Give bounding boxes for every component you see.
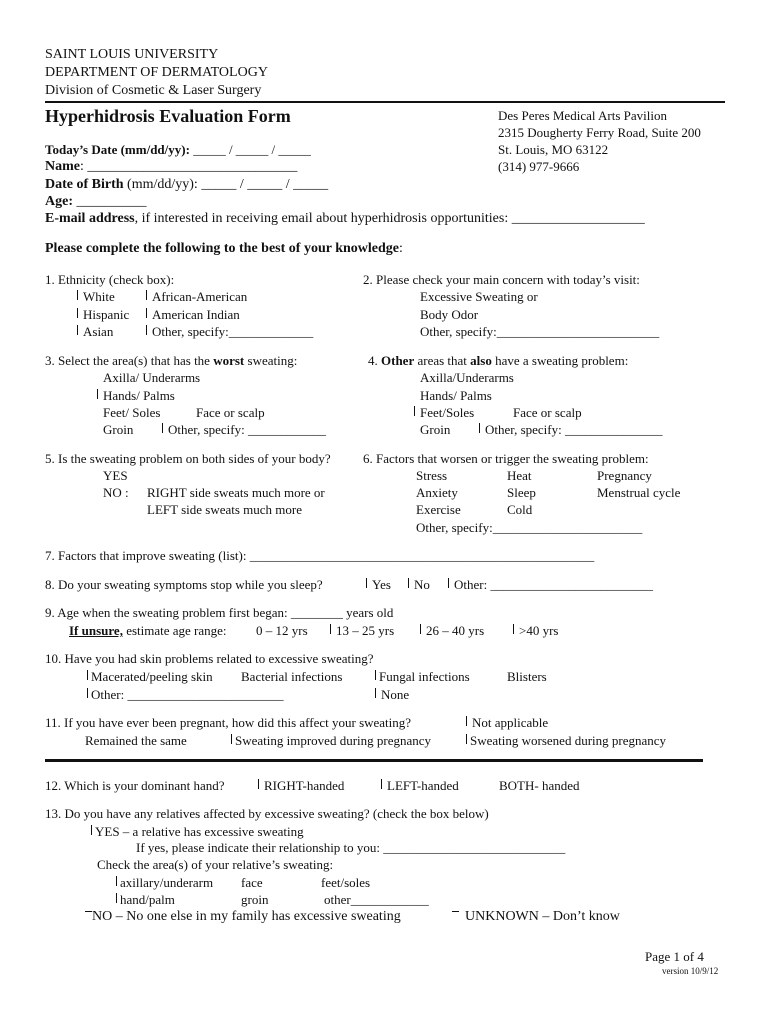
q1-option-hispanic: Hispanic bbox=[83, 307, 130, 322]
q11-option-na: Not applicable bbox=[472, 715, 549, 730]
address-line-2: 2315 Dougherty Ferry Road, Suite 200 bbox=[498, 125, 701, 140]
q3-label-post: sweating: bbox=[244, 353, 298, 368]
q3-label-pre: 3. Select the area(s) that has the bbox=[45, 353, 214, 368]
q4-bold-other: Other bbox=[381, 353, 415, 368]
q13-areas-label: Check the area(s) of your relative’s sweating: bbox=[97, 857, 334, 872]
checkbox[interactable] bbox=[414, 406, 415, 416]
q4-option-face[interactable]: Face or scalp bbox=[513, 405, 582, 420]
q10-option-other[interactable]: Other: ________________________ bbox=[91, 687, 284, 702]
q12-label: 12. Which is your dominant hand? bbox=[45, 778, 225, 793]
q10-option-none: None bbox=[381, 687, 410, 702]
checkbox[interactable] bbox=[231, 734, 232, 744]
q6-option-anxiety[interactable]: Anxiety bbox=[416, 485, 458, 500]
checkbox[interactable] bbox=[116, 876, 117, 886]
version-label: version 10/9/12 bbox=[662, 966, 719, 976]
dob-label: Date of Birth bbox=[45, 177, 124, 192]
q1-option-other[interactable]: Other, specify:_____________ bbox=[152, 324, 314, 339]
q13-option-yes: YES – a relative has excessive sweating bbox=[95, 824, 304, 839]
q11-option-improved: Sweating improved during pregnancy bbox=[235, 733, 432, 748]
q4-option-feet[interactable]: Feet/Soles bbox=[420, 405, 475, 420]
checkbox[interactable] bbox=[87, 688, 88, 698]
q13-area-other[interactable]: other____________ bbox=[324, 892, 429, 907]
checkbox[interactable] bbox=[452, 911, 459, 912]
q4-post: have a sweating problem: bbox=[491, 353, 629, 368]
q3-label-bold: worst bbox=[213, 353, 245, 368]
checkbox[interactable] bbox=[146, 308, 147, 318]
name-field[interactable] bbox=[45, 160, 297, 174]
q8-option-other[interactable]: Other: _________________________ bbox=[454, 577, 653, 592]
checkbox[interactable] bbox=[420, 624, 421, 634]
q4-option-hands[interactable]: Hands/ Palms bbox=[420, 388, 492, 403]
q4-option-groin[interactable]: Groin bbox=[420, 422, 451, 437]
q10-option-bacterial[interactable]: Bacterial infections bbox=[241, 669, 343, 684]
checkbox[interactable] bbox=[85, 911, 92, 912]
q7-label[interactable]: 7. Factors that improve sweating (list): _____________________________________________________ bbox=[45, 548, 595, 563]
q6-option-other[interactable]: Other, specify:_______________________ bbox=[416, 520, 643, 535]
checkbox[interactable] bbox=[479, 423, 480, 433]
q13-area-feet[interactable]: feet/soles bbox=[321, 875, 371, 890]
q1-option-asian: Asian bbox=[83, 324, 114, 339]
checkbox[interactable] bbox=[448, 578, 449, 588]
q6-option-exercise[interactable]: Exercise bbox=[416, 502, 461, 517]
checkbox[interactable] bbox=[77, 308, 78, 318]
q4-label bbox=[368, 354, 628, 367]
q10-option-macerated: Macerated/peeling skin bbox=[91, 669, 213, 684]
q6-label: 6. Factors that worsen or trigger the sweating problem: bbox=[363, 451, 649, 466]
q11-label: 11. If you have ever been pregnant, how did this affect your sweating? bbox=[45, 715, 412, 730]
checkbox[interactable] bbox=[466, 716, 467, 726]
q2-option-excessive-sweating[interactable]: Excessive Sweating or bbox=[420, 289, 538, 304]
q6-option-menstrual[interactable]: Menstrual cycle bbox=[597, 485, 681, 500]
q3-option-other[interactable]: Other, specify: ____________ bbox=[168, 422, 326, 437]
q9-range-label bbox=[69, 624, 227, 637]
checkbox[interactable] bbox=[146, 290, 147, 300]
page-number: Page 1 of 4 bbox=[645, 949, 704, 964]
q6-option-heat[interactable]: Heat bbox=[507, 468, 532, 483]
section-divider bbox=[45, 759, 703, 762]
checkbox[interactable] bbox=[77, 290, 78, 300]
q12-option-right: RIGHT-handed bbox=[264, 778, 345, 793]
q8-option-yes: Yes bbox=[372, 577, 391, 592]
q3-option-hands[interactable]: Hands/ Palms bbox=[103, 388, 175, 403]
q5-option-yes[interactable]: YES bbox=[103, 468, 128, 483]
q3-option-feet[interactable]: Feet/ Soles bbox=[103, 405, 161, 420]
q12-option-left: LEFT-handed bbox=[387, 778, 459, 793]
q4-bold-also: also bbox=[470, 353, 492, 368]
q13-area-hand: hand/palm bbox=[120, 892, 175, 907]
q13-option-no: NO – No one else in my family has excessive sweating bbox=[92, 909, 401, 924]
age-field[interactable] bbox=[45, 195, 147, 209]
q4-mid: areas that bbox=[414, 353, 471, 368]
q3-label bbox=[45, 354, 297, 367]
q12-option-both[interactable]: BOTH- handed bbox=[499, 778, 580, 793]
checkbox[interactable] bbox=[381, 779, 382, 789]
checkbox[interactable] bbox=[146, 325, 147, 335]
checkbox[interactable] bbox=[375, 670, 376, 680]
q4-option-other[interactable]: Other, specify: _______________ bbox=[485, 422, 663, 437]
q2-option-body-odor[interactable]: Body Odor bbox=[420, 307, 479, 322]
checkbox[interactable] bbox=[330, 624, 331, 634]
q13-label: 13. Do you have any relatives affected by excessive sweating? (check the box below) bbox=[45, 806, 489, 821]
q2-label: 2. Please check your main concern with today’s visit: bbox=[363, 272, 640, 287]
q5-label: 5. Is the sweating problem on both sides of your body? bbox=[45, 451, 331, 466]
q13-area-groin[interactable]: groin bbox=[241, 892, 269, 907]
checkbox[interactable] bbox=[375, 688, 376, 698]
q3-option-axilla[interactable]: Axilla/ Underarms bbox=[103, 370, 201, 385]
checkbox[interactable] bbox=[408, 578, 409, 588]
q4-num: 4. bbox=[368, 353, 381, 368]
department-name: DEPARTMENT OF DERMATOLOGY bbox=[45, 65, 268, 80]
q8-label: 8. Do your sweating symptoms stop while you sleep? bbox=[45, 577, 323, 592]
email-prompt[interactable]: , if interested in receiving email about hyperhidrosis opportunities: ___________________ bbox=[134, 211, 645, 226]
q11-option-same[interactable]: Remained the same bbox=[85, 733, 187, 748]
q1-label: 1. Ethnicity (check box): bbox=[45, 272, 175, 287]
instructions bbox=[45, 242, 403, 256]
todays-date-field[interactable] bbox=[45, 143, 311, 156]
division-name: Division of Cosmetic & Laser Surgery bbox=[45, 83, 262, 98]
q9-range-0-12[interactable]: 0 – 12 yrs bbox=[256, 623, 308, 638]
q8-option-no: No bbox=[414, 577, 430, 592]
q2-option-other[interactable]: Other, specify:_________________________ bbox=[420, 324, 660, 339]
name-label: Name bbox=[45, 159, 80, 174]
checkbox[interactable] bbox=[97, 389, 98, 399]
dob-field[interactable] bbox=[45, 178, 328, 192]
checkbox[interactable] bbox=[91, 825, 92, 835]
checkbox[interactable] bbox=[116, 893, 117, 903]
q5-option-no[interactable]: NO : bbox=[103, 485, 129, 500]
checkbox[interactable] bbox=[366, 578, 367, 588]
q9-range-text: estimate age range: bbox=[122, 623, 227, 638]
age-blank[interactable]: __________ bbox=[76, 194, 147, 209]
q6-option-cold[interactable]: Cold bbox=[507, 502, 533, 517]
instructions-text: Please complete the following to the best of your knowledge bbox=[45, 241, 399, 256]
q9-label[interactable]: 9. Age when the sweating problem first began: ________ years old bbox=[45, 605, 394, 620]
page-title: Hyperhidrosis Evaluation Form bbox=[45, 106, 291, 126]
q6-option-stress[interactable]: Stress bbox=[416, 468, 448, 483]
q4-option-axilla[interactable]: Axilla/Underarms bbox=[420, 370, 514, 385]
email-field[interactable] bbox=[45, 212, 645, 226]
q13-area-axillary: axillary/underarm bbox=[120, 875, 214, 890]
age-label: Age: bbox=[45, 194, 73, 209]
email-label: E-mail address bbox=[45, 211, 135, 226]
q5-option-left[interactable]: LEFT side sweats much more bbox=[147, 502, 303, 517]
q10-option-fungal: Fungal infections bbox=[379, 669, 470, 684]
todays-date-blanks[interactable]: _____ / _____ / _____ bbox=[193, 142, 311, 157]
q1-option-african-american: African-American bbox=[152, 289, 248, 304]
name-blank[interactable]: : ______________________________ bbox=[80, 159, 298, 174]
header-rule bbox=[45, 101, 725, 103]
q6-option-pregnancy[interactable]: Pregnancy bbox=[597, 468, 652, 483]
instructions-colon: : bbox=[398, 241, 403, 256]
q3-option-groin[interactable]: Groin bbox=[103, 422, 134, 437]
todays-date-label: Today’s Date (mm/dd/yy): bbox=[45, 142, 190, 157]
address-line-1: Des Peres Medical Arts Pavilion bbox=[498, 108, 667, 123]
checkbox[interactable] bbox=[466, 734, 467, 744]
q1-option-white: White bbox=[83, 289, 115, 304]
phone-number: (314) 977-9666 bbox=[498, 159, 580, 174]
q10-option-blisters[interactable]: Blisters bbox=[507, 669, 547, 684]
q10-label: 10. Have you had skin problems related to excessive sweating? bbox=[45, 651, 374, 666]
q11-option-worsened: Sweating worsened during pregnancy bbox=[470, 733, 667, 748]
q1-option-american-indian: American Indian bbox=[152, 307, 240, 322]
q13-area-face[interactable]: face bbox=[241, 875, 263, 890]
q9-unsure: If unsure, bbox=[69, 623, 123, 638]
checkbox[interactable] bbox=[87, 670, 88, 680]
q5-option-right[interactable]: RIGHT side sweats much more or bbox=[147, 485, 325, 500]
q9-range-40-plus: >40 yrs bbox=[519, 623, 559, 638]
q6-option-sleep[interactable]: Sleep bbox=[507, 485, 536, 500]
q9-range-13-25: 13 – 25 yrs bbox=[336, 623, 395, 638]
checkbox[interactable] bbox=[513, 624, 514, 634]
checkbox[interactable] bbox=[162, 423, 163, 433]
address-line-3: St. Louis, MO 63122 bbox=[498, 142, 609, 157]
checkbox[interactable] bbox=[77, 325, 78, 335]
checkbox[interactable] bbox=[258, 779, 259, 789]
q13-relationship[interactable]: If yes, please indicate their relationship to you: ____________________________ bbox=[136, 840, 566, 855]
university-name: SAINT LOUIS UNIVERSITY bbox=[45, 47, 219, 62]
q13-option-unknown: UNKNOWN – Don’t know bbox=[465, 909, 620, 924]
q3-option-face[interactable]: Face or scalp bbox=[196, 405, 265, 420]
dob-blanks[interactable]: (mm/dd/yy): _____ / _____ / _____ bbox=[123, 177, 329, 192]
q9-range-26-40: 26 – 40 yrs bbox=[426, 623, 485, 638]
